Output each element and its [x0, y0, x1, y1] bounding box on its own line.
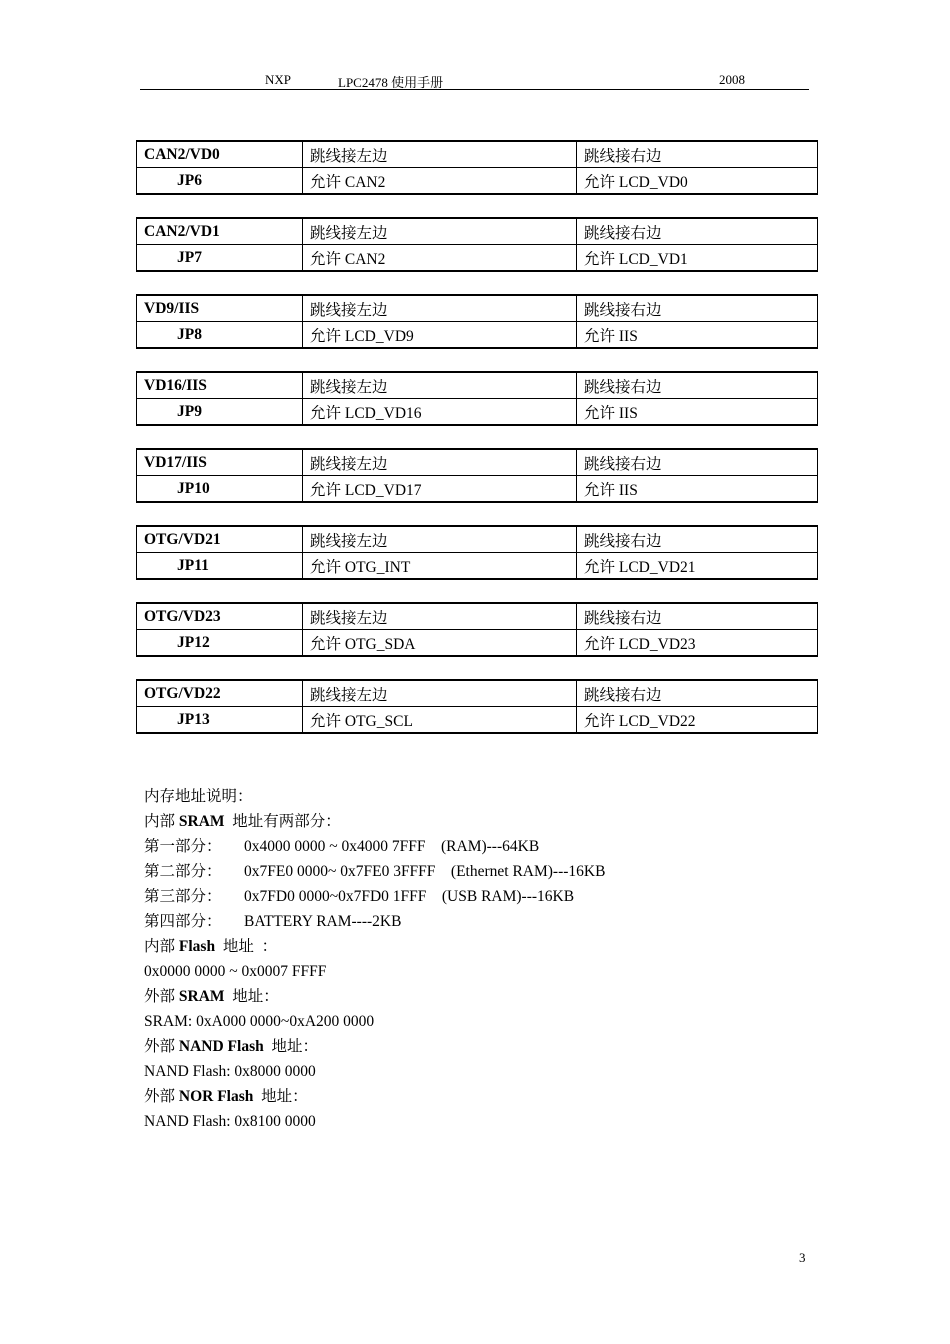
jumper-left-desc: 允许 OTG_SDA [303, 630, 577, 657]
external-nor-address: NAND Flash: 0x8100 0000 [144, 1113, 316, 1130]
jumper-id: JP8 [137, 322, 303, 349]
table-row [137, 680, 818, 707]
table-row [137, 630, 818, 657]
heading-prefix: 外部 [144, 1088, 179, 1105]
jumper-signal: VD17/IIS [137, 449, 303, 476]
jumper-left-label: 跳线接左边 [303, 372, 577, 399]
jumper-table [136, 294, 818, 349]
jumper-left-label: 跳线接左边 [303, 295, 577, 322]
jumper-table [136, 140, 818, 195]
jumper-table [136, 217, 818, 272]
jumper-id: JP12 [137, 630, 303, 657]
part-value: BATTERY RAM----2KB [244, 913, 402, 930]
table-row [137, 295, 818, 322]
jumper-id: JP10 [137, 476, 303, 503]
external-sram-range: SRAM: 0xA000 0000~0xA200 0000 [144, 1013, 375, 1030]
table-row [137, 553, 818, 580]
table-row [137, 141, 818, 168]
jumper-table [136, 679, 818, 734]
table-row [137, 168, 818, 195]
jumper-right-label: 跳线接右边 [577, 218, 818, 245]
table-row [137, 603, 818, 630]
jumper-id: JP11 [137, 553, 303, 580]
table-row [137, 707, 818, 734]
jumper-right-desc: 允许 LCD_VD0 [577, 168, 818, 195]
jumper-right-label: 跳线接右边 [577, 295, 818, 322]
part-label: 第四部分： [144, 913, 222, 930]
jumper-signal: VD9/IIS [137, 295, 303, 322]
heading-prefix: 外部 [144, 1038, 179, 1055]
heading-bold: Flash [178, 938, 216, 955]
heading-bold: NOR Flash [178, 1088, 254, 1105]
jumper-right-desc: 允许 IIS [577, 399, 818, 426]
table-row [137, 245, 818, 272]
heading-bold: SRAM [178, 988, 225, 1005]
memory-title: 内存地址说明： [144, 788, 253, 805]
jumper-table [136, 602, 818, 657]
jumper-table [136, 525, 818, 580]
part-label: 第二部分： [144, 863, 222, 880]
jumper-left-desc: 允许 CAN2 [303, 168, 577, 195]
external-sram-heading [144, 984, 605, 1009]
part-label: 第三部分： [144, 888, 222, 905]
jumper-id: JP6 [137, 168, 303, 195]
heading-prefix: 内部 [144, 813, 179, 830]
jumper-table [136, 448, 818, 503]
heading-prefix: 内部 [144, 938, 179, 955]
page-number: 3 [799, 1250, 806, 1265]
part-value: 0x7FD0 0000~0x7FD0 1FFF (USB RAM)---16KB [244, 888, 575, 905]
table-row [137, 218, 818, 245]
memory-section [144, 784, 605, 1134]
sram-part-1 [144, 834, 605, 859]
sram-part-3 [144, 884, 605, 909]
header-title: LPC2478 使用手册 [338, 75, 444, 90]
jumper-right-desc: 允许 IIS [577, 476, 818, 503]
heading-suffix: 地址： [263, 1038, 318, 1055]
internal-sram-heading [144, 809, 605, 834]
jumper-right-label: 跳线接右边 [577, 526, 818, 553]
jumper-left-desc: 允许 LCD_VD9 [303, 322, 577, 349]
jumper-right-label: 跳线接右边 [577, 680, 818, 707]
header-year: 2008 [719, 72, 745, 87]
jumper-left-label: 跳线接左边 [303, 141, 577, 168]
table-row [137, 476, 818, 503]
heading-suffix: 地址： [253, 1088, 308, 1105]
sram-part-4 [144, 909, 605, 934]
jumper-left-label: 跳线接左边 [303, 680, 577, 707]
external-nor-heading [144, 1084, 605, 1109]
heading-suffix: 地址： [224, 988, 279, 1005]
heading-suffix: 地址有两部分： [224, 813, 341, 830]
jumper-id: JP9 [137, 399, 303, 426]
heading-bold: NAND Flash [178, 1038, 264, 1055]
jumper-left-label: 跳线接左边 [303, 526, 577, 553]
part-label: 第一部分： [144, 838, 222, 855]
jumper-signal: CAN2/VD1 [137, 218, 303, 245]
jumper-left-desc: 允许 OTG_SCL [303, 707, 577, 734]
heading-bold: SRAM [178, 813, 225, 830]
jumper-right-label: 跳线接右边 [577, 372, 818, 399]
sram-part-2 [144, 859, 605, 884]
table-row [137, 372, 818, 399]
heading-prefix: 外部 [144, 988, 179, 1005]
part-value: 0x4000 0000 ~ 0x4000 7FFF (RAM)---64KB [244, 838, 540, 855]
jumper-signal: VD16/IIS [137, 372, 303, 399]
table-row [137, 399, 818, 426]
jumper-signal: OTG/VD22 [137, 680, 303, 707]
table-row [137, 526, 818, 553]
jumper-left-desc: 允许 OTG_INT [303, 553, 577, 580]
jumper-table [136, 371, 818, 426]
jumper-right-desc: 允许 LCD_VD1 [577, 245, 818, 272]
jumper-id: JP13 [137, 707, 303, 734]
jumper-left-desc: 允许 CAN2 [303, 245, 577, 272]
external-nand-address: NAND Flash: 0x8000 0000 [144, 1063, 316, 1080]
internal-flash-heading [144, 934, 605, 959]
jumper-right-label: 跳线接右边 [577, 449, 818, 476]
jumper-signal: OTG/VD23 [137, 603, 303, 630]
internal-flash-range: 0x0000 0000 ~ 0x0007 FFFF [144, 963, 327, 980]
header-company: NXP [265, 72, 292, 87]
table-row [137, 322, 818, 349]
jumper-id: JP7 [137, 245, 303, 272]
table-row [137, 449, 818, 476]
part-value: 0x7FE0 0000~ 0x7FE0 3FFFF (Ethernet RAM)---16KB [244, 863, 606, 880]
jumper-left-label: 跳线接左边 [303, 603, 577, 630]
jumper-right-desc: 允许 IIS [577, 322, 818, 349]
jumper-right-desc: 允许 LCD_VD23 [577, 630, 818, 657]
jumper-left-desc: 允许 LCD_VD17 [303, 476, 577, 503]
jumper-signal: CAN2/VD0 [137, 141, 303, 168]
jumper-left-label: 跳线接左边 [303, 449, 577, 476]
external-nand-heading [144, 1034, 605, 1059]
jumper-right-label: 跳线接右边 [577, 603, 818, 630]
jumper-right-desc: 允许 LCD_VD22 [577, 707, 818, 734]
jumper-right-label: 跳线接右边 [577, 141, 818, 168]
heading-suffix: 地址 ： [215, 938, 278, 955]
jumper-signal: OTG/VD21 [137, 526, 303, 553]
jumper-left-desc: 允许 LCD_VD16 [303, 399, 577, 426]
jumper-left-label: 跳线接左边 [303, 218, 577, 245]
page-header [140, 70, 809, 90]
jumper-right-desc: 允许 LCD_VD21 [577, 553, 818, 580]
